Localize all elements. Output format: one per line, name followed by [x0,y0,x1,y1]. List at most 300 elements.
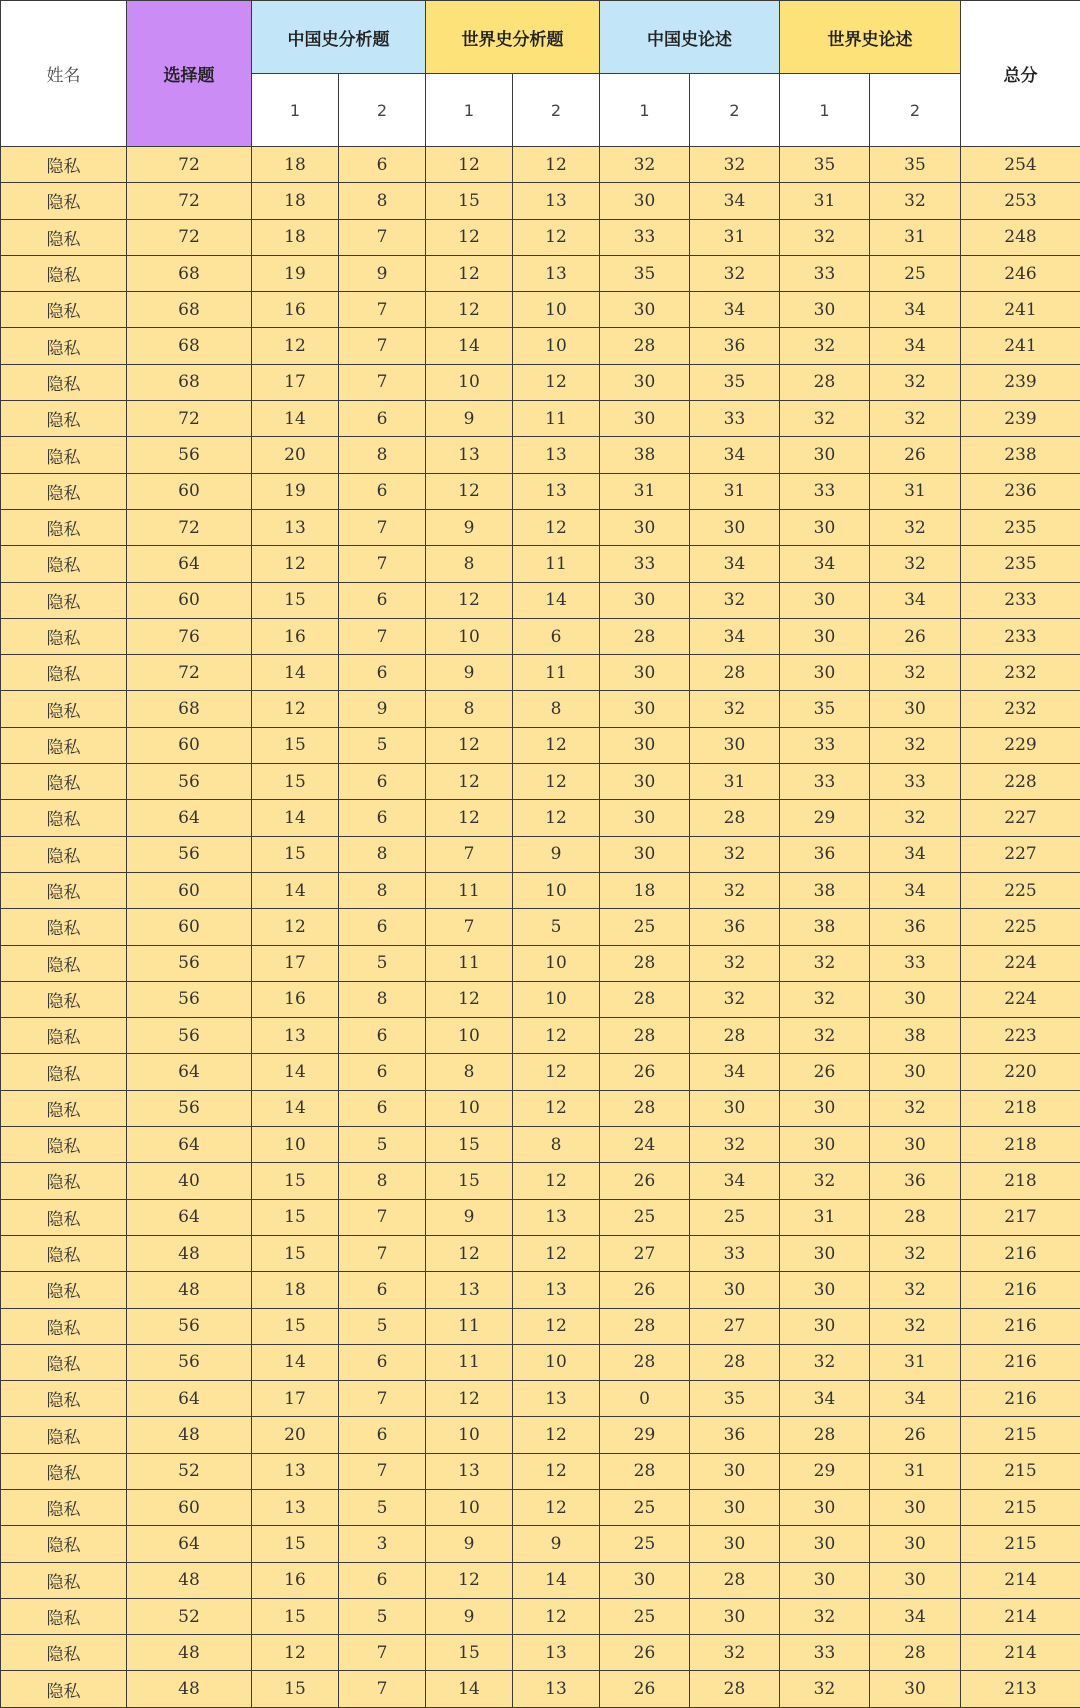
cell-cn-essay-1: 30 [600,655,690,691]
table-row [1,364,1080,400]
cell-world-analysis-2: 10 [513,328,600,364]
cell-world-essay-2: 26 [870,1417,961,1453]
cell-cn-analysis-1: 18 [252,219,339,255]
table-row [1,509,1080,545]
header-name: 姓名 [1,1,127,147]
cell-world-essay-1: 28 [780,364,870,400]
cell-cn-essay-1: 26 [600,1635,690,1671]
cell-world-essay-1: 33 [780,764,870,800]
cell-cn-essay-1: 28 [600,1018,690,1054]
cell-cn-analysis-2: 8 [339,1163,426,1199]
cell-world-essay-2: 34 [870,872,961,908]
cell-cn-analysis-1: 17 [252,945,339,981]
cell-total: 227 [961,836,1080,872]
cell-multiple-choice: 60 [127,582,252,618]
cell-multiple-choice: 40 [127,1163,252,1199]
cell-cn-analysis-1: 18 [252,147,339,183]
table-row [1,1163,1080,1199]
cell-cn-analysis-1: 12 [252,546,339,582]
cell-world-essay-1: 30 [780,1526,870,1562]
cell-total: 232 [961,691,1080,727]
cell-world-analysis-2: 12 [513,1417,600,1453]
cell-name: 隐私 [1,655,127,691]
cell-cn-analysis-1: 13 [252,1453,339,1489]
cell-world-analysis-1: 12 [426,255,513,291]
cell-multiple-choice: 72 [127,509,252,545]
cell-world-essay-1: 36 [780,836,870,872]
cell-world-analysis-2: 13 [513,1199,600,1235]
cell-world-analysis-1: 12 [426,1235,513,1271]
cell-cn-essay-1: 31 [600,473,690,509]
table-row [1,1598,1080,1634]
cell-multiple-choice: 60 [127,473,252,509]
cell-name: 隐私 [1,1127,127,1163]
score-table-body [1,147,1080,1708]
cell-world-essay-2: 31 [870,1453,961,1489]
cell-world-analysis-2: 12 [513,364,600,400]
cell-world-essay-1: 32 [780,1671,870,1707]
cell-name: 隐私 [1,328,127,364]
table-row [1,1308,1080,1344]
table-row [1,1199,1080,1235]
cell-world-analysis-2: 14 [513,582,600,618]
cell-name: 隐私 [1,945,127,981]
table-row [1,1235,1080,1271]
cell-world-essay-1: 35 [780,691,870,727]
cell-multiple-choice: 48 [127,1671,252,1707]
cell-total: 225 [961,872,1080,908]
cell-name: 隐私 [1,437,127,473]
cell-name: 隐私 [1,727,127,763]
cell-world-analysis-2: 10 [513,981,600,1017]
cell-total: 246 [961,255,1080,291]
table-row [1,1090,1080,1126]
cell-cn-analysis-2: 7 [339,1671,426,1707]
cell-name: 隐私 [1,1308,127,1344]
cell-cn-analysis-1: 14 [252,1054,339,1090]
cell-world-essay-2: 30 [870,1526,961,1562]
cell-total: 216 [961,1344,1080,1380]
cell-cn-essay-1: 25 [600,1489,690,1525]
cell-cn-analysis-1: 13 [252,509,339,545]
cell-total: 215 [961,1453,1080,1489]
cell-world-analysis-2: 12 [513,1453,600,1489]
cell-cn-essay-1: 25 [600,909,690,945]
cell-name: 隐私 [1,509,127,545]
cell-world-essay-1: 31 [780,183,870,219]
header-cn-analysis-2: 2 [339,74,426,147]
cell-world-analysis-1: 13 [426,1453,513,1489]
cell-cn-essay-2: 33 [690,1235,780,1271]
cell-cn-analysis-1: 15 [252,727,339,763]
cell-world-analysis-1: 12 [426,764,513,800]
cell-world-essay-2: 34 [870,328,961,364]
cell-world-essay-1: 30 [780,292,870,328]
cell-cn-analysis-1: 17 [252,1381,339,1417]
cell-cn-essay-1: 35 [600,255,690,291]
cell-total: 228 [961,764,1080,800]
cell-multiple-choice: 64 [127,546,252,582]
cell-cn-essay-2: 27 [690,1308,780,1344]
cell-world-analysis-1: 11 [426,1344,513,1380]
table-row [1,147,1080,183]
cell-cn-analysis-1: 19 [252,255,339,291]
cell-cn-essay-2: 28 [690,1562,780,1598]
cell-cn-analysis-2: 6 [339,401,426,437]
cell-world-analysis-2: 12 [513,1054,600,1090]
cell-cn-analysis-2: 8 [339,437,426,473]
cell-cn-essay-2: 34 [690,1163,780,1199]
table-row [1,945,1080,981]
cell-name: 隐私 [1,1090,127,1126]
cell-multiple-choice: 48 [127,1562,252,1598]
cell-world-analysis-2: 12 [513,727,600,763]
cell-cn-essay-1: 28 [600,1308,690,1344]
cell-total: 239 [961,401,1080,437]
cell-cn-essay-2: 35 [690,364,780,400]
header-cn-analysis-1: 1 [252,74,339,147]
cell-world-analysis-1: 12 [426,473,513,509]
cell-multiple-choice: 60 [127,1489,252,1525]
cell-cn-essay-2: 34 [690,618,780,654]
cell-cn-analysis-1: 15 [252,1308,339,1344]
cell-cn-essay-2: 36 [690,328,780,364]
cell-cn-essay-1: 30 [600,364,690,400]
cell-world-analysis-2: 12 [513,1163,600,1199]
cell-name: 隐私 [1,1018,127,1054]
cell-world-analysis-1: 10 [426,364,513,400]
cell-cn-essay-1: 30 [600,509,690,545]
header-world-analysis: 世界史分析题 [426,1,600,74]
cell-multiple-choice: 56 [127,1090,252,1126]
cell-cn-essay-2: 30 [690,727,780,763]
cell-world-essay-2: 32 [870,509,961,545]
cell-cn-analysis-2: 6 [339,1562,426,1598]
cell-cn-essay-2: 33 [690,401,780,437]
cell-name: 隐私 [1,546,127,582]
cell-world-analysis-2: 13 [513,473,600,509]
cell-cn-essay-2: 30 [690,509,780,545]
cell-world-analysis-1: 10 [426,1018,513,1054]
cell-world-essay-1: 29 [780,1453,870,1489]
cell-name: 隐私 [1,1453,127,1489]
cell-world-essay-1: 30 [780,1562,870,1598]
cell-world-analysis-1: 8 [426,691,513,727]
cell-multiple-choice: 72 [127,147,252,183]
cell-total: 216 [961,1381,1080,1417]
cell-multiple-choice: 48 [127,1417,252,1453]
cell-world-analysis-2: 13 [513,1671,600,1707]
cell-total: 253 [961,183,1080,219]
cell-cn-analysis-2: 7 [339,219,426,255]
cell-world-essay-2: 30 [870,981,961,1017]
cell-multiple-choice: 60 [127,727,252,763]
cell-total: 248 [961,219,1080,255]
cell-name: 隐私 [1,1344,127,1380]
cell-cn-essay-1: 27 [600,1235,690,1271]
table-row [1,255,1080,291]
cell-cn-essay-2: 30 [690,1489,780,1525]
cell-cn-essay-2: 34 [690,183,780,219]
cell-world-analysis-2: 13 [513,437,600,473]
cell-cn-analysis-2: 7 [339,618,426,654]
cell-world-essay-2: 28 [870,1199,961,1235]
cell-cn-essay-1: 30 [600,292,690,328]
cell-world-analysis-2: 12 [513,1018,600,1054]
header-world-essay-2: 2 [870,74,961,147]
cell-multiple-choice: 68 [127,255,252,291]
cell-total: 227 [961,800,1080,836]
cell-cn-essay-1: 28 [600,618,690,654]
table-row [1,1453,1080,1489]
cell-total: 218 [961,1127,1080,1163]
cell-name: 隐私 [1,473,127,509]
cell-cn-analysis-2: 5 [339,1489,426,1525]
cell-cn-essay-2: 30 [690,1453,780,1489]
cell-cn-analysis-2: 3 [339,1526,426,1562]
cell-world-essay-1: 30 [780,655,870,691]
cell-world-analysis-2: 13 [513,183,600,219]
cell-cn-analysis-2: 6 [339,909,426,945]
table-row [1,1671,1080,1707]
cell-world-essay-2: 32 [870,546,961,582]
cell-cn-analysis-2: 9 [339,255,426,291]
cell-world-analysis-1: 12 [426,800,513,836]
cell-total: 215 [961,1526,1080,1562]
cell-cn-analysis-1: 12 [252,909,339,945]
cell-world-essay-1: 32 [780,1344,870,1380]
cell-world-essay-2: 36 [870,1163,961,1199]
cell-multiple-choice: 76 [127,618,252,654]
cell-world-essay-2: 34 [870,1598,961,1634]
cell-world-essay-2: 32 [870,1235,961,1271]
table-row [1,1018,1080,1054]
cell-cn-analysis-1: 16 [252,1562,339,1598]
cell-world-analysis-2: 10 [513,945,600,981]
table-row [1,1054,1080,1090]
table-row [1,582,1080,618]
table-row [1,764,1080,800]
cell-cn-analysis-2: 6 [339,800,426,836]
cell-world-analysis-2: 12 [513,764,600,800]
cell-cn-essay-1: 33 [600,219,690,255]
cell-cn-essay-1: 30 [600,183,690,219]
cell-total: 215 [961,1417,1080,1453]
cell-multiple-choice: 52 [127,1598,252,1634]
cell-multiple-choice: 72 [127,655,252,691]
cell-cn-essay-1: 28 [600,328,690,364]
cell-cn-analysis-1: 18 [252,1272,339,1308]
cell-cn-analysis-1: 10 [252,1127,339,1163]
cell-cn-analysis-1: 17 [252,364,339,400]
cell-cn-essay-1: 25 [600,1199,690,1235]
cell-cn-essay-1: 32 [600,147,690,183]
cell-multiple-choice: 64 [127,1199,252,1235]
cell-world-analysis-2: 10 [513,1344,600,1380]
cell-cn-analysis-2: 7 [339,1453,426,1489]
cell-cn-essay-2: 32 [690,981,780,1017]
cell-cn-essay-2: 28 [690,655,780,691]
cell-name: 隐私 [1,582,127,618]
header-cn-essay: 中国史论述 [600,1,780,74]
cell-world-analysis-2: 8 [513,1127,600,1163]
cell-cn-analysis-2: 7 [339,292,426,328]
cell-world-analysis-1: 7 [426,836,513,872]
cell-total: 214 [961,1598,1080,1634]
cell-multiple-choice: 60 [127,872,252,908]
table-row [1,1381,1080,1417]
table-row [1,546,1080,582]
table-row [1,401,1080,437]
cell-cn-essay-1: 25 [600,1526,690,1562]
cell-world-essay-1: 33 [780,727,870,763]
cell-world-essay-2: 28 [870,1635,961,1671]
cell-multiple-choice: 48 [127,1635,252,1671]
cell-world-essay-1: 32 [780,1163,870,1199]
cell-cn-essay-2: 32 [690,1635,780,1671]
cell-world-essay-1: 30 [780,1489,870,1525]
cell-total: 213 [961,1671,1080,1707]
cell-world-analysis-1: 10 [426,618,513,654]
table-row [1,800,1080,836]
cell-multiple-choice: 48 [127,1272,252,1308]
cell-world-analysis-1: 15 [426,1163,513,1199]
cell-world-essay-2: 34 [870,292,961,328]
cell-total: 215 [961,1489,1080,1525]
cell-cn-analysis-2: 6 [339,473,426,509]
cell-world-analysis-2: 11 [513,655,600,691]
table-row [1,1526,1080,1562]
cell-cn-analysis-2: 6 [339,582,426,618]
cell-name: 隐私 [1,872,127,908]
cell-cn-essay-1: 30 [600,1562,690,1598]
cell-cn-analysis-1: 14 [252,401,339,437]
cell-world-essay-2: 33 [870,945,961,981]
cell-cn-analysis-2: 6 [339,1090,426,1126]
cell-name: 隐私 [1,836,127,872]
cell-world-essay-2: 31 [870,219,961,255]
cell-cn-analysis-2: 8 [339,183,426,219]
cell-name: 隐私 [1,183,127,219]
table-row [1,727,1080,763]
cell-total: 235 [961,509,1080,545]
cell-cn-essay-2: 28 [690,1344,780,1380]
cell-cn-essay-2: 36 [690,909,780,945]
cell-cn-analysis-1: 15 [252,764,339,800]
cell-total: 214 [961,1562,1080,1598]
cell-cn-analysis-1: 15 [252,1163,339,1199]
cell-world-analysis-2: 13 [513,1272,600,1308]
cell-world-analysis-2: 8 [513,691,600,727]
cell-multiple-choice: 56 [127,1308,252,1344]
cell-cn-essay-2: 32 [690,836,780,872]
cell-cn-analysis-2: 7 [339,328,426,364]
cell-multiple-choice: 56 [127,836,252,872]
cell-cn-analysis-2: 5 [339,1598,426,1634]
cell-name: 隐私 [1,1235,127,1271]
cell-cn-analysis-1: 15 [252,1199,339,1235]
cell-name: 隐私 [1,691,127,727]
cell-world-essay-1: 33 [780,255,870,291]
cell-world-analysis-1: 12 [426,219,513,255]
cell-world-essay-1: 30 [780,1090,870,1126]
cell-cn-analysis-2: 7 [339,1381,426,1417]
cell-cn-essay-1: 26 [600,1163,690,1199]
cell-total: 235 [961,546,1080,582]
cell-cn-essay-2: 32 [690,1127,780,1163]
cell-total: 238 [961,437,1080,473]
cell-cn-analysis-1: 20 [252,1417,339,1453]
cell-world-essay-2: 34 [870,836,961,872]
cell-cn-analysis-2: 6 [339,1018,426,1054]
cell-world-analysis-1: 13 [426,437,513,473]
cell-world-essay-2: 26 [870,618,961,654]
cell-world-essay-2: 38 [870,1018,961,1054]
cell-multiple-choice: 56 [127,764,252,800]
header-world-analysis-1: 1 [426,74,513,147]
cell-world-essay-2: 31 [870,1344,961,1380]
cell-cn-essay-1: 29 [600,1417,690,1453]
cell-name: 隐私 [1,1489,127,1525]
cell-world-essay-2: 32 [870,655,961,691]
cell-total: 232 [961,655,1080,691]
cell-cn-analysis-1: 15 [252,582,339,618]
cell-world-analysis-2: 10 [513,872,600,908]
cell-world-essay-2: 35 [870,147,961,183]
cell-world-essay-2: 32 [870,1090,961,1126]
cell-world-essay-1: 30 [780,437,870,473]
table-row [1,183,1080,219]
cell-name: 隐私 [1,255,127,291]
cell-cn-analysis-1: 12 [252,691,339,727]
cell-cn-essay-2: 34 [690,292,780,328]
cell-cn-essay-1: 25 [600,1598,690,1634]
cell-multiple-choice: 64 [127,1054,252,1090]
cell-world-analysis-1: 15 [426,1127,513,1163]
cell-world-analysis-1: 13 [426,1272,513,1308]
cell-cn-essay-2: 28 [690,1671,780,1707]
cell-world-essay-2: 34 [870,582,961,618]
cell-cn-analysis-1: 15 [252,836,339,872]
cell-world-analysis-1: 9 [426,509,513,545]
cell-cn-essay-1: 30 [600,401,690,437]
cell-world-analysis-2: 12 [513,1308,600,1344]
cell-world-essay-1: 34 [780,1381,870,1417]
cell-world-analysis-1: 11 [426,945,513,981]
cell-world-essay-1: 30 [780,509,870,545]
cell-name: 隐私 [1,1635,127,1671]
cell-world-analysis-2: 13 [513,255,600,291]
cell-cn-analysis-1: 15 [252,1526,339,1562]
cell-world-essay-2: 32 [870,800,961,836]
cell-name: 隐私 [1,909,127,945]
cell-total: 220 [961,1054,1080,1090]
cell-multiple-choice: 56 [127,981,252,1017]
cell-world-essay-1: 30 [780,1235,870,1271]
cell-world-essay-2: 33 [870,764,961,800]
cell-world-analysis-1: 12 [426,147,513,183]
cell-cn-essay-2: 35 [690,1381,780,1417]
cell-cn-essay-2: 34 [690,437,780,473]
cell-name: 隐私 [1,219,127,255]
cell-total: 224 [961,981,1080,1017]
cell-cn-essay-1: 28 [600,945,690,981]
cell-name: 隐私 [1,1272,127,1308]
cell-world-analysis-1: 12 [426,582,513,618]
cell-name: 隐私 [1,1054,127,1090]
cell-world-essay-1: 33 [780,473,870,509]
cell-multiple-choice: 68 [127,328,252,364]
